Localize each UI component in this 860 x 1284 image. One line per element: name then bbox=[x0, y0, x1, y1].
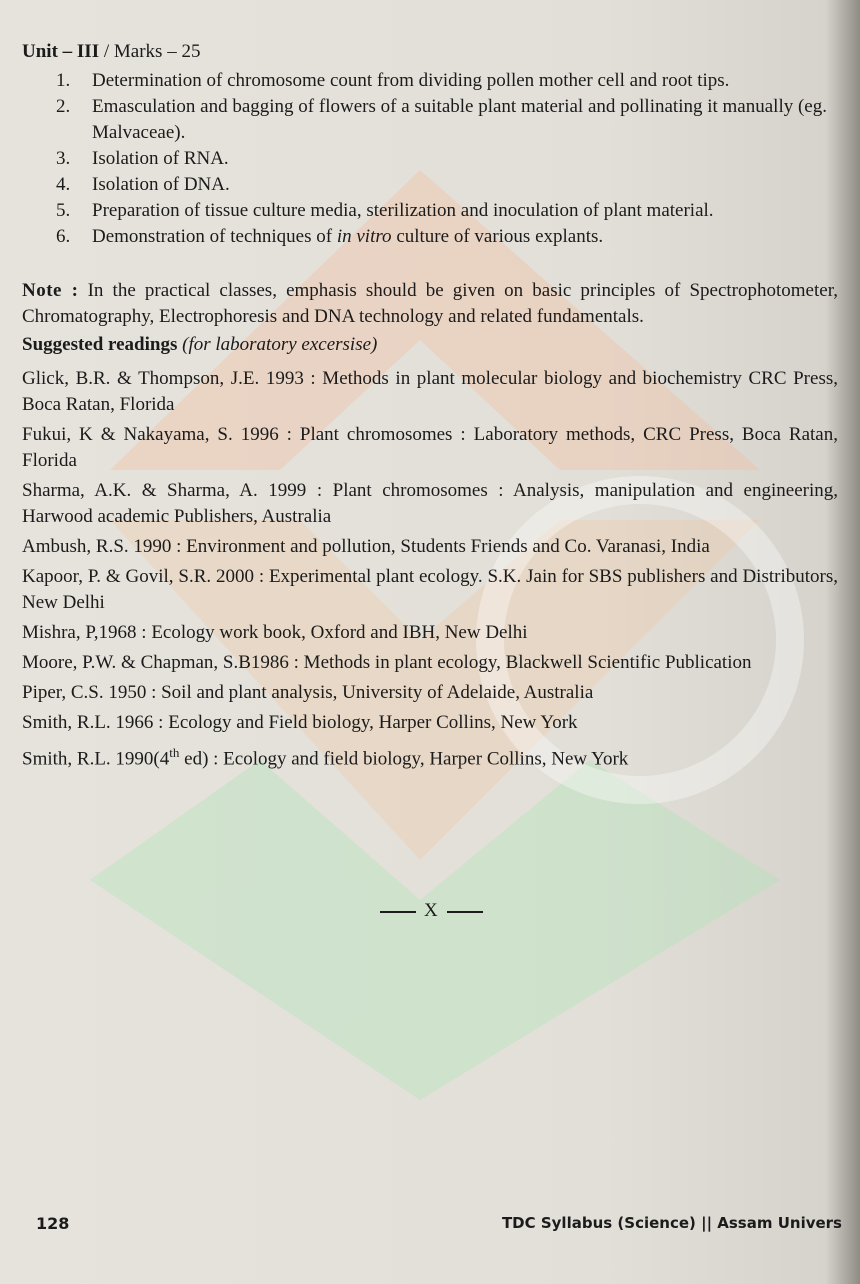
reference-item: Smith, R.L. 1966 : Ecology and Field biology, Harper Collins, New York bbox=[22, 712, 578, 733]
note-label: Note : bbox=[22, 280, 79, 301]
note-text: In the practical classes, emphasis should be given on basic principles of Spectrophotometer, Chromatography, Electrophoresis and DNA technology and related fundamentals. bbox=[22, 280, 839, 327]
reference-item: Sharma, A.K. & Sharma, A. 1999 : Plant chromosomes : Analysis, manipulation and engineering, Harwood academic Publishers, Australia bbox=[22, 480, 838, 527]
footer-title: TDC Syllabus (Science) || Assam Univers bbox=[501, 1214, 842, 1232]
list-item: 1. Determination of chromosome count from dividing pollen mother cell and root tips. bbox=[56, 70, 730, 91]
reference-item: Smith, R.L. 1990(4th ed) : Ecology and field biology, Harper Collins, New York bbox=[22, 745, 629, 770]
list-item: 6. Demonstration of techniques of in vitro culture of various explants. bbox=[56, 226, 604, 247]
note-paragraph bbox=[22, 278, 838, 330]
page-number: 128 bbox=[36, 1214, 70, 1233]
end-mark: X bbox=[372, 900, 491, 922]
suggested-readings-heading: Suggested readings (for laboratory excersise) bbox=[22, 334, 378, 355]
reference-item: Fukui, K & Nakayama, S. 1996 : Plant chromosomes : Laboratory methods, CRC Press, Boca Ratan, Florida bbox=[22, 424, 838, 471]
reference-item: Moore, P.W. & Chapman, S.B1986 : Methods in plant ecology, Blackwell Scientific Publication bbox=[22, 652, 752, 673]
unit-heading: Unit – III / Marks – 25 bbox=[22, 41, 201, 62]
list-item: 3. Isolation of RNA. bbox=[56, 148, 229, 169]
list-item: 2. Emasculation and bagging of flowers of a suitable plant material and pollinating it manually (eg. Malvaceae). bbox=[56, 96, 827, 143]
practical-list bbox=[22, 68, 842, 250]
list-item: 5. Preparation of tissue culture media, sterilization and inoculation of plant material. bbox=[56, 200, 714, 221]
reference-item: Mishra, P,1968 : Ecology work book, Oxford and IBH, New Delhi bbox=[22, 622, 528, 643]
reference-item: Piper, C.S. 1950 : Soil and plant analysis, University of Adelaide, Australia bbox=[22, 682, 594, 703]
reference-item: Kapoor, P. & Govil, S.R. 2000 : Experimental plant ecology. S.K. Jain for SBS publishers and Distributors, New Delhi bbox=[22, 566, 838, 613]
list-item: 4. Isolation of DNA. bbox=[56, 174, 230, 195]
syllabus-content bbox=[22, 40, 842, 776]
reference-item: Glick, B.R. & Thompson, J.E. 1993 : Methods in plant molecular biology and biochemistry CRC Press, Boca Ratan, Florida bbox=[22, 368, 838, 415]
reference-list bbox=[22, 366, 842, 772]
reference-item: Ambush, R.S. 1990 : Environment and pollution, Students Friends and Co. Varanasi, India bbox=[22, 536, 710, 557]
